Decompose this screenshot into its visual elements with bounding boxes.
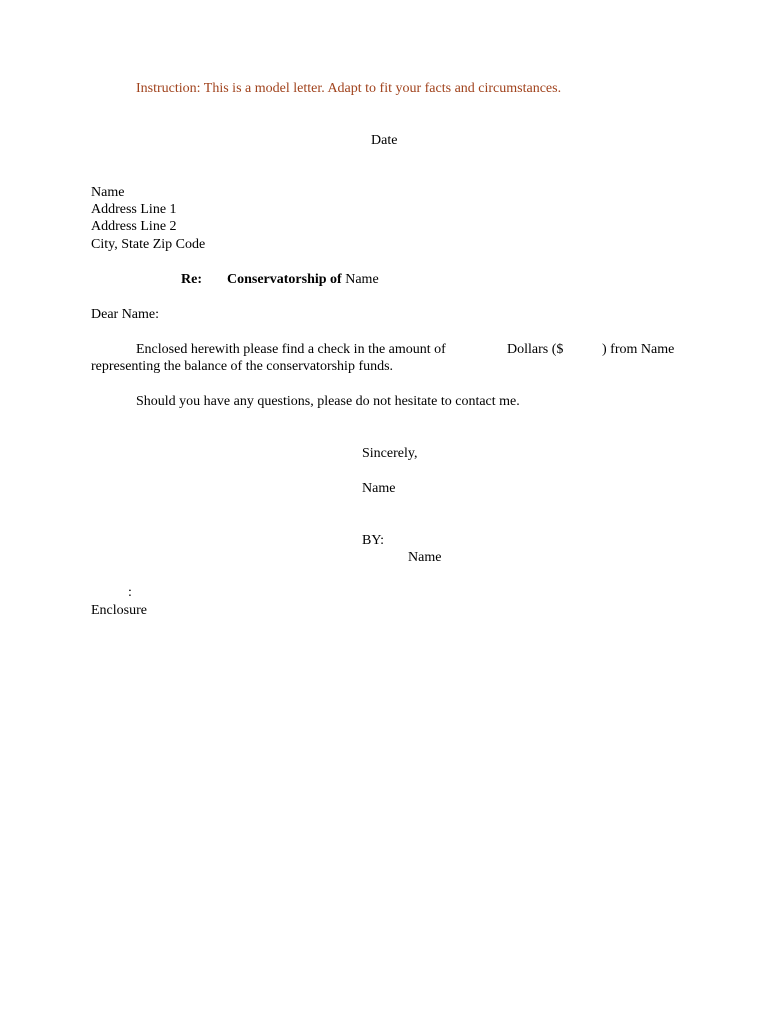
enclosure-note: Enclosure — [91, 603, 147, 618]
closing-name: Name — [362, 481, 396, 496]
recipient-address-line-2: Address Line 2 — [91, 219, 177, 234]
re-label: Re: — [181, 272, 202, 287]
recipient-address-line-1: Address Line 1 — [91, 202, 177, 217]
body-p1-line2: representing the balance of the conservatorship funds. — [91, 359, 394, 374]
body-p1-part1: Enclosed herewith please find a check in the amount of — [136, 342, 446, 357]
instruction-note: Instruction: This is a model letter. Adapt to fit your facts and circumstances. — [136, 81, 562, 96]
body-p2: Should you have any questions, please do not hesitate to contact me. — [136, 394, 520, 409]
signature-by-label: BY: — [362, 533, 385, 548]
body-p1-part2: Dollars ($ — [507, 342, 564, 357]
signature-by-name: Name — [408, 550, 442, 565]
recipient-name: Name — [91, 185, 125, 200]
re-subject — [227, 271, 379, 288]
salutation: Dear Name: — [91, 307, 160, 322]
closing-sincerely: Sincerely, — [362, 446, 418, 461]
footer-colon: : — [128, 585, 132, 600]
body-p1-part3: ) from Name — [602, 342, 675, 357]
date-line: Date — [371, 133, 398, 148]
re-subject-name: Name — [345, 272, 379, 287]
re-subject-bold: Conservatorship of — [227, 272, 342, 287]
recipient-city-state-zip: City, State Zip Code — [91, 237, 206, 252]
